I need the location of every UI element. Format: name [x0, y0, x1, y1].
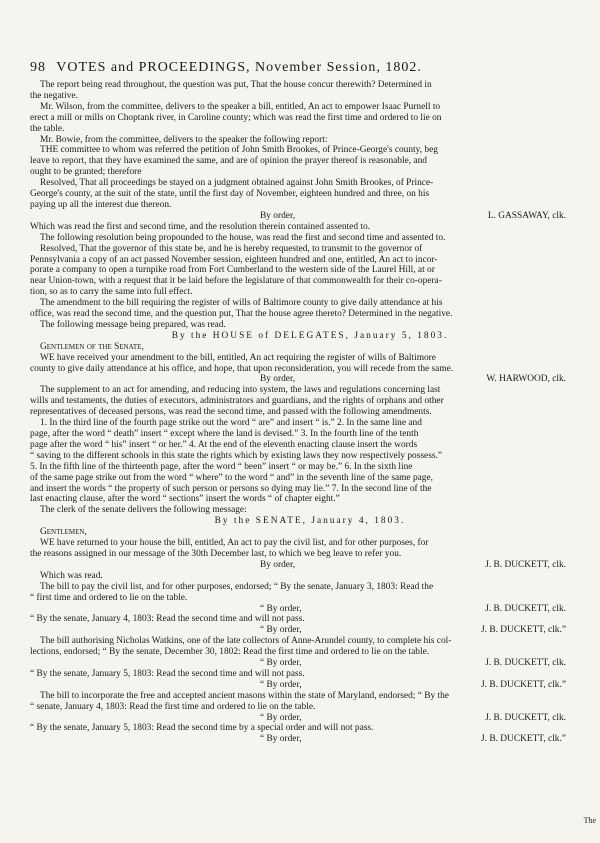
text-line: The bill authorising Nicholas Watkins, one of the late collectors of Anne-Arundel county, to complete his col- — [40, 636, 452, 647]
clerk-name: J. B. DUCKETT, clk. — [485, 559, 566, 570]
text-line: Which was read. — [40, 570, 103, 581]
by-order: “ By order, — [260, 603, 302, 614]
by-order: By order, — [260, 210, 296, 221]
signature-line — [30, 658, 590, 669]
clerk-name: J. B. DUCKETT, clk.” — [481, 679, 566, 690]
text-line: page, after the word “ death” insert “ except where the land is devised.” 3. In the fourth line of the tenth — [30, 429, 419, 439]
text-line: The bill to incorporate the free and accepted ancient masons within the state of Maryland, endorsed; “ By the — [40, 690, 449, 701]
text-line: wills and testaments, the duties of executors, administrators and guardians, and the rights of orphans and other — [30, 396, 444, 407]
text-line: The clerk of the senate delivers the following message: — [40, 505, 247, 516]
text-line: WE have returned to your house the bill, entitled, An act to pay the civil list, and for other purposes, for — [40, 538, 429, 549]
salutation: Gentlemen, — [40, 527, 87, 538]
text-line: ought to be granted; therefore — [30, 167, 142, 178]
text-line: George's county, at the suit of the state, until the first day of November, eighteen hundred and three, on his — [30, 189, 430, 200]
text-line: representatives of deceased persons, was read the second time, and passed with the following amendments. — [30, 407, 432, 418]
text-line: The report being read throughout, the question was put, That the house concur therewith? Determined in — [40, 80, 432, 90]
text-line: Mr. Wilson, from the committee, delivers to the speaker a bill, entitled, An act to empower Isaac Purnell to — [40, 101, 441, 112]
signature-line — [30, 374, 590, 385]
text-line: office, was read the second time, and the question put, That the house agree thereto? Determined in the negative. — [30, 309, 453, 320]
by-order: “ By order, — [260, 625, 302, 636]
catchword: The — [583, 816, 596, 825]
text-line: paying up all the interest due thereon. — [30, 199, 172, 210]
text-line: The following message being prepared, was read. — [40, 319, 226, 330]
text-line: porate a company to open a turnpike road from Fort Cumberland to the western side of the Laurel Hill, at or — [30, 265, 435, 276]
text-line: of the same page strike out from the word “ where” to the word “ and” in the seventh line of the same page, — [30, 472, 433, 483]
text-line: Which was read the first and second time, and the resolution therein contained assented to. — [30, 221, 370, 232]
page-header — [30, 60, 590, 76]
signature-line — [30, 713, 590, 724]
text-line: Resolved, That the governor of this state be, and he is hereby requested, to transmit to the governor of — [40, 243, 423, 254]
signature-line — [30, 625, 590, 636]
clerk-name: J. B. DUCKETT, clk. — [485, 658, 566, 669]
text-line: tion, so as to carry the same into full effect. — [30, 287, 193, 298]
by-order: “ By order, — [260, 679, 302, 690]
text-line: Pennsylvania a copy of an act passed November session, eighteen hundred and one, entitled, An act to incor- — [30, 254, 438, 265]
text-line: “ By the senate, January 4, 1803: Read the second time and will not pass. — [30, 614, 305, 625]
by-order: “ By order, — [260, 734, 302, 745]
senate-heading: By the SENATE, January 4, 1803. — [214, 516, 406, 527]
signature-line — [30, 211, 590, 222]
body-text — [30, 80, 590, 745]
text-line: “ senate, January 4, 1803: Read the first time and ordered to lie on the table. — [30, 701, 316, 712]
text-line: The bill to pay the civil list, and for other purposes, endorsed; “ By the senate, January 3, 1803: Read the — [40, 581, 434, 592]
text-line: Mr. Bowie, from the committee, delivers to the speaker the following report: — [40, 134, 328, 145]
clerk-name: J. B. DUCKETT, clk. — [485, 712, 566, 723]
by-order: “ By order, — [260, 712, 302, 723]
signature-line — [30, 560, 590, 571]
text-line: 5. In the fifth line of the thirteenth page, after the word “ been” insert “ or may be.” 6. In the sixth line — [30, 461, 413, 472]
clerk-name: J. B. DUCKETT, clk.” — [481, 734, 566, 745]
by-order: “ By order, — [260, 658, 302, 669]
text-line: Resolved, That all proceedings be stayed on a judgment obtained against John Smith Brookes, of Prince- — [40, 178, 434, 189]
text-line: and insert the words “ the property of such person or persons so dying may lie.” 7. In the second line of the — [30, 483, 432, 494]
text-line: lections, endorsed; “ By the senate, December 30, 1802: Read the first time and ordered to lie on the table. — [30, 647, 430, 658]
text-line: the reasons assigned in our message of the 30th December last, to which we beg leave to refer you. — [30, 548, 402, 559]
running-title: VOTES and PROCEEDINGS, November Session, 1802. — [56, 60, 422, 75]
by-order: By order, — [260, 559, 296, 570]
text-line: “ saving to the different schools in this state the rights which by existing laws they now respectively possess.” — [30, 450, 442, 461]
clerk-name: W. HARWOOD, clk. — [486, 374, 566, 385]
text-line: THE committee to whom was referred the petition of John Smith Brookes, of Prince-George's county, beg — [40, 145, 438, 156]
text-line: leave to report, that they have examined the same, and are of opinion the prayer thereof is reasonable, and — [30, 156, 427, 167]
text-line: “ first time and ordered to lie on the table. — [30, 592, 188, 603]
signature-line — [30, 680, 590, 691]
signature-line — [30, 604, 590, 615]
by-order: By order, — [260, 374, 296, 385]
text-line: “ By the senate, January 5, 1803: Read the second time by a special order and will not pass. — [30, 723, 374, 734]
text-line: near Union-town, with a request that it be laid before the legislature of that commonwealth for their co-opera- — [30, 276, 442, 287]
clerk-name: J. B. DUCKETT, clk.” — [481, 625, 566, 636]
text-line: The supplement to an act for amending, and reducing into system, the laws and regulations concerning last — [40, 385, 441, 396]
text-line: the negative. — [30, 90, 78, 101]
text-line: the table. — [30, 123, 65, 134]
text-line: 1. In the third line of the fourth page strike out the word “ are” and insert “ is.” 2. In the same line and — [40, 418, 422, 429]
clerk-name: J. B. DUCKETT, clk. — [485, 603, 566, 614]
signature-line — [30, 734, 590, 745]
clerk-name: L. GASSAWAY, clk. — [487, 210, 566, 221]
text-line: The amendment to the bill requiring the register of wills of Baltimore county to give daily attendance at his — [40, 298, 443, 309]
page-number: 98 — [30, 60, 46, 75]
text-line: erect a mill or mills on Choptank river, in Caroline county; which was read the first time and ordered to lie on — [30, 112, 442, 123]
text-line: “ By the senate, January 5, 1803: Read the second time and will not pass. — [30, 668, 305, 679]
text-line: page after the word “ his” insert “ or her.” 4. At the end of the eleventh enacting clause insert the words — [30, 439, 418, 450]
salutation: Gentlemen of the Senate, — [40, 341, 144, 352]
text-line: last enacting clause, after the word “ sections” insert the words “ of chapter eight.” — [30, 494, 340, 505]
text-line: The following resolution being propounded to the house, was read the first and second time and assented to. — [40, 232, 446, 243]
delegates-heading: By the HOUSE of DELEGATES, January 5, 1803. — [171, 330, 449, 341]
text-line: county to give daily attendance at his office, and hope, that upon reconsideration, you will recede from the same. — [30, 363, 454, 374]
text-line: WE have received your amendment to the bill, entitled, An act requiring the register of wills of Baltimore — [40, 352, 436, 363]
